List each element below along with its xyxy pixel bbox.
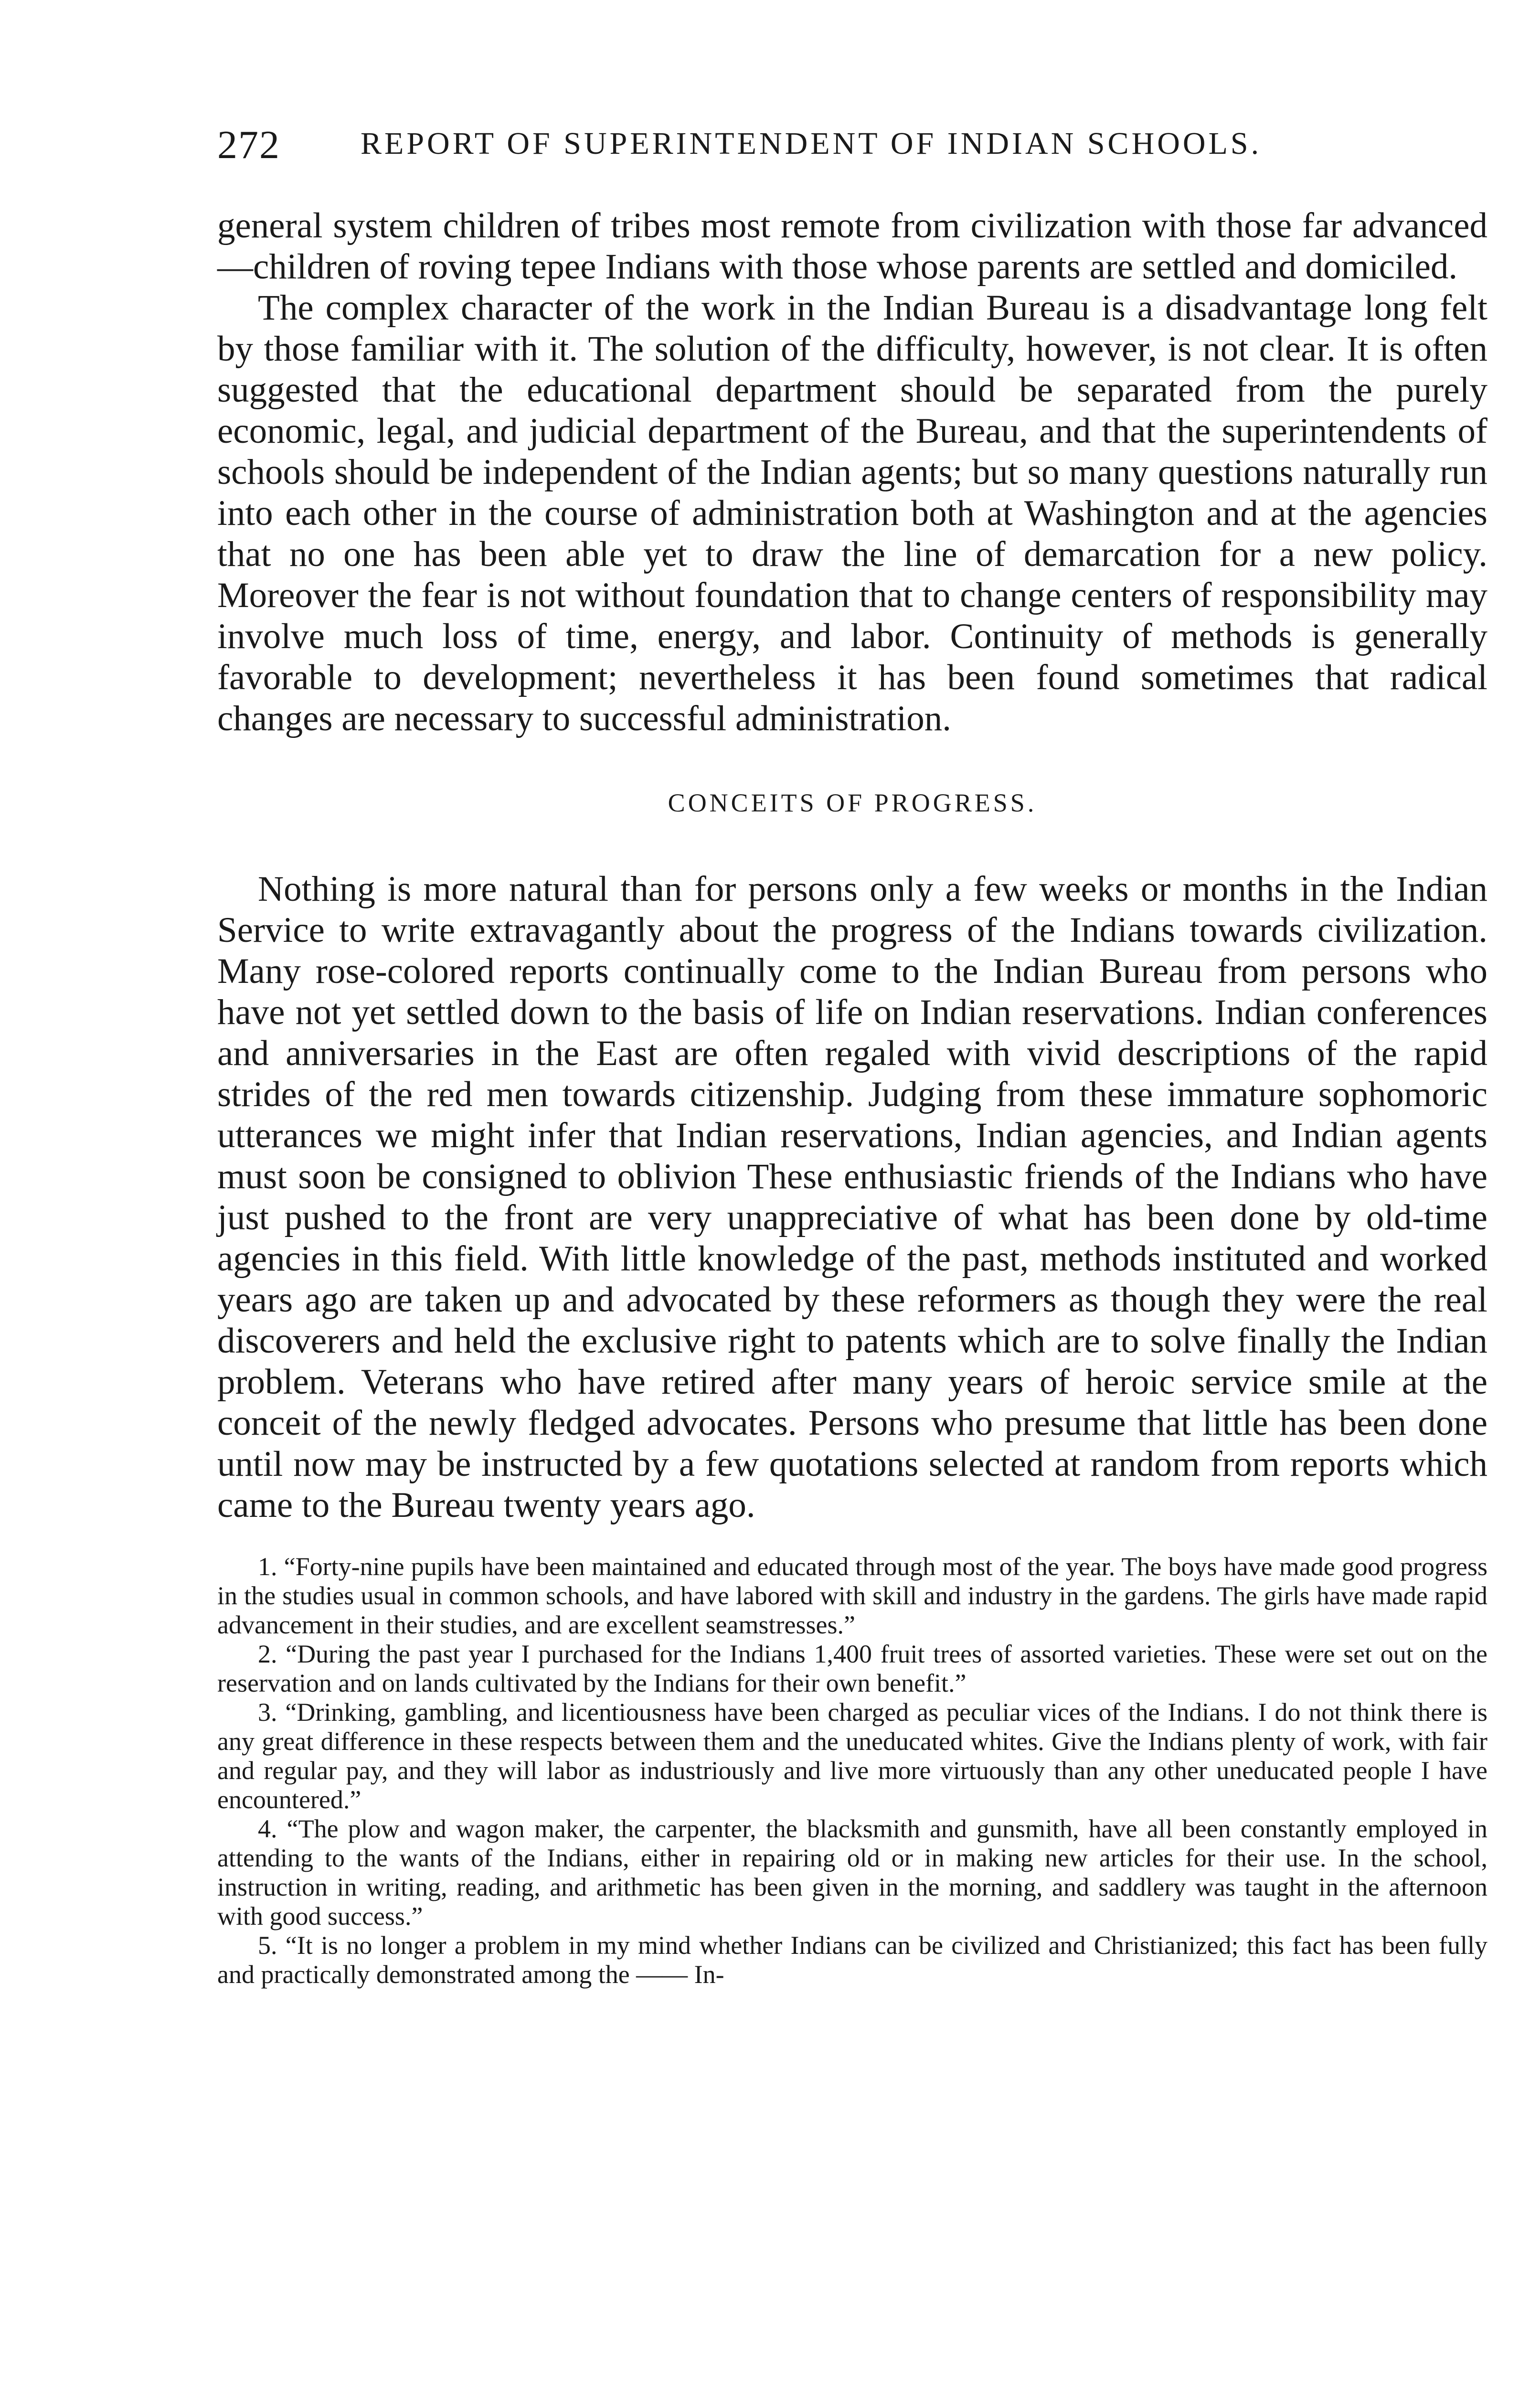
page-number: 272 xyxy=(217,123,280,167)
paragraph-continued: general system children of tribes most remote from civilization with those far advanced—children of roving tepee Indians with those whose parents are settled and domiciled. xyxy=(217,206,1487,287)
quotation-item: 5. “It is no longer a problem in my mind whether Indians can be civilized and Christianized; this fact has been fully and practically demonstrated among the —— In- xyxy=(217,1931,1487,1989)
paragraph-conceits-of-progress: Nothing is more natural than for persons only a few weeks or months in the Indian Service to write extravagantly about the progress of the Indians towards civilization. Many rose-colored reports continually come to the Indian Bureau from persons who have not yet settled down to the basis of life on Indian reservations. Indian conferences and anniversaries in the East are often regaled with vivid descriptions of the rapid strides of the red men towards citizenship. Judging from these immature sophomoric utterances we might infer that Indian reservations, Indian agencies, and Indian agents must soon be consigned to oblivion These enthusiastic friends of the Indians who have just pushed to the front are very unappreciative of what has been done by old-time agencies in this field. With little knowledge of the past, methods instituted and worked years ago are taken up and advocated by these reformers as though they were the real discoverers and held the exclusive right to patents which are to solve finally the Indian problem. Veterans who have retired after many years of heroic service smile at the conceit of the newly fledged advocates. Persons who presume that little has been done until now may be instructed by a few quotations selected at random from reports which came to the Bureau twenty years ago. xyxy=(217,869,1487,1525)
running-head: REPORT OF SUPERINTENDENT OF INDIAN SCHOOLS. xyxy=(361,126,1262,161)
section-heading: CONCEITS OF PROGRESS. xyxy=(668,789,1037,817)
quotation-list xyxy=(217,1552,1487,1989)
quotation-item: 4. “The plow and wagon maker, the carpenter, the blacksmith and gunsmith, have all been constantly employed in attending to the wants of the Indians, either in repairing old or in making new articles for their use. In the school, instruction in writing, reading, and arithmetic has been given in the morning, and saddlery was taught in the afternoon with good success.” xyxy=(217,1814,1487,1930)
body-text xyxy=(217,205,1487,1989)
quotation-item: 1. “Forty-nine pupils have been maintained and educated through most of the year. The boys have made good progress in the studies usual in common schools, and have labored with skill and industry in the gardens. The girls have made rapid advancement in their studies, and are excellent seamstresses.” xyxy=(217,1552,1487,1639)
paragraph-bureau-complexity: The complex character of the work in the Indian Bureau is a disadvantage long felt by those familiar with it. The solution of the difficulty, however, is not clear. It is often suggested that the educational department should be separated from the purely economic, legal, and judicial department of the Bureau, and that the superintendents of schools should be independent of the Indian agents; but so many questions naturally run into each other in the course of administration both at Washington and at the agencies that no one has been able yet to draw the line of demarcation for a new policy. Moreover the fear is not without foundation that to change centers of responsibility may involve much loss of time, energy, and labor. Continuity of methods is generally favorable to development; nevertheless it has been found sometimes that radical changes are necessary to successful administration. xyxy=(217,288,1487,738)
quotation-item: 3. “Drinking, gambling, and licentiousness have been charged as peculiar vices of the Indians. I do not think there is any great difference in these respects between them and the uneducated whites. Give the Indians plenty of work, with fair and regular pay, and they will labor as industriously and live more virtuously than any other uneducated people I have encountered.” xyxy=(217,1698,1487,1814)
page-header xyxy=(217,122,1339,174)
quotation-item: 2. “During the past year I purchased for the Indians 1,400 fruit trees of assorted varieties. These were set out on the reservation and on lands cultivated by the Indians for their own benefit.” xyxy=(217,1640,1487,1697)
